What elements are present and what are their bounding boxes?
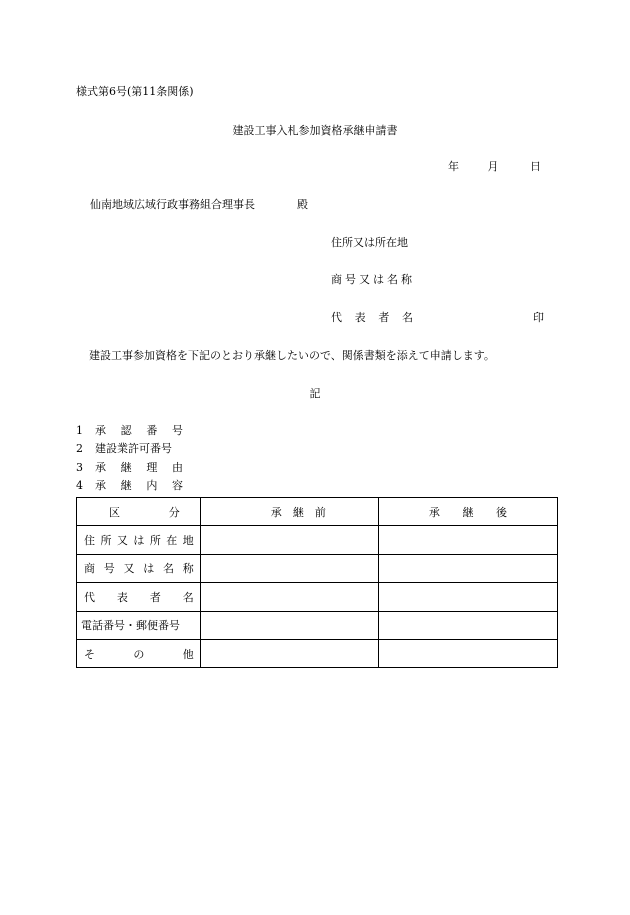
date-year: 年 bbox=[448, 160, 459, 173]
representative-label-text: 代 表 者 名 bbox=[331, 311, 413, 324]
header-before: 承 継 前 bbox=[200, 498, 378, 526]
table-row: 住 所 又 は 所 在 地 bbox=[77, 526, 558, 554]
document-title: 建設工事入札参加資格承継申請書 bbox=[232, 124, 398, 137]
before-cell[interactable] bbox=[200, 639, 378, 667]
table-row: 電話番号・郵便番号 bbox=[77, 611, 558, 639]
applicant-representative-label bbox=[331, 311, 413, 325]
item-label-spread: 承 認 番 号 bbox=[95, 424, 183, 437]
before-cell[interactable] bbox=[200, 554, 378, 582]
succession-table bbox=[76, 497, 558, 668]
before-cell[interactable] bbox=[200, 611, 378, 639]
after-cell[interactable] bbox=[378, 639, 557, 667]
item-list bbox=[76, 424, 183, 497]
addressee bbox=[90, 198, 308, 212]
after-cell[interactable] bbox=[378, 554, 557, 582]
after-cell[interactable] bbox=[378, 611, 557, 639]
item-label: 建設業許可番号 bbox=[95, 442, 172, 456]
before-cell[interactable] bbox=[200, 583, 378, 611]
item-label-spread: 承 継 理 由 bbox=[95, 460, 183, 474]
header-after: 承 継 後 bbox=[378, 498, 557, 526]
application-statement: 建設工事参加資格を下記のとおり承継したいので、関係書類を添えて申請します。 bbox=[89, 349, 495, 362]
applicant-address-label: 住所又は所在地 bbox=[331, 236, 408, 249]
applicant-name-label: 商号又は名称 bbox=[331, 273, 415, 286]
list-item: 1 承 認 番 号 bbox=[76, 424, 183, 437]
before-cell[interactable] bbox=[200, 526, 378, 554]
after-cell[interactable] bbox=[378, 583, 557, 611]
table-row: 代 表 者 名 bbox=[77, 583, 558, 611]
table-row: 商 号 又 は 名 称 bbox=[77, 554, 558, 582]
ki-heading: 記 bbox=[309, 387, 321, 400]
item-label-spread: 承 継 内 容 bbox=[95, 478, 183, 492]
addressee-name: 仙南地域広域行政事務組合理事長 bbox=[90, 198, 255, 211]
date-day: 日 bbox=[530, 160, 541, 173]
list-item: 4 承 継 内 容 bbox=[76, 478, 183, 492]
date-month: 月 bbox=[487, 160, 499, 173]
addressee-honorific: 殿 bbox=[297, 198, 308, 211]
form-number: 様式第6号(第11条関係) bbox=[76, 85, 194, 98]
list-item: 3 承 継 理 由 bbox=[76, 460, 183, 474]
table-header-row bbox=[77, 498, 558, 526]
header-category: 区 分 bbox=[77, 498, 201, 526]
after-cell[interactable] bbox=[378, 526, 557, 554]
seal-mark: 印 bbox=[533, 311, 544, 324]
list-item: 2 建設業許可番号 bbox=[76, 442, 172, 456]
date-line bbox=[448, 160, 541, 174]
table-row: そ の 他 bbox=[77, 639, 558, 667]
